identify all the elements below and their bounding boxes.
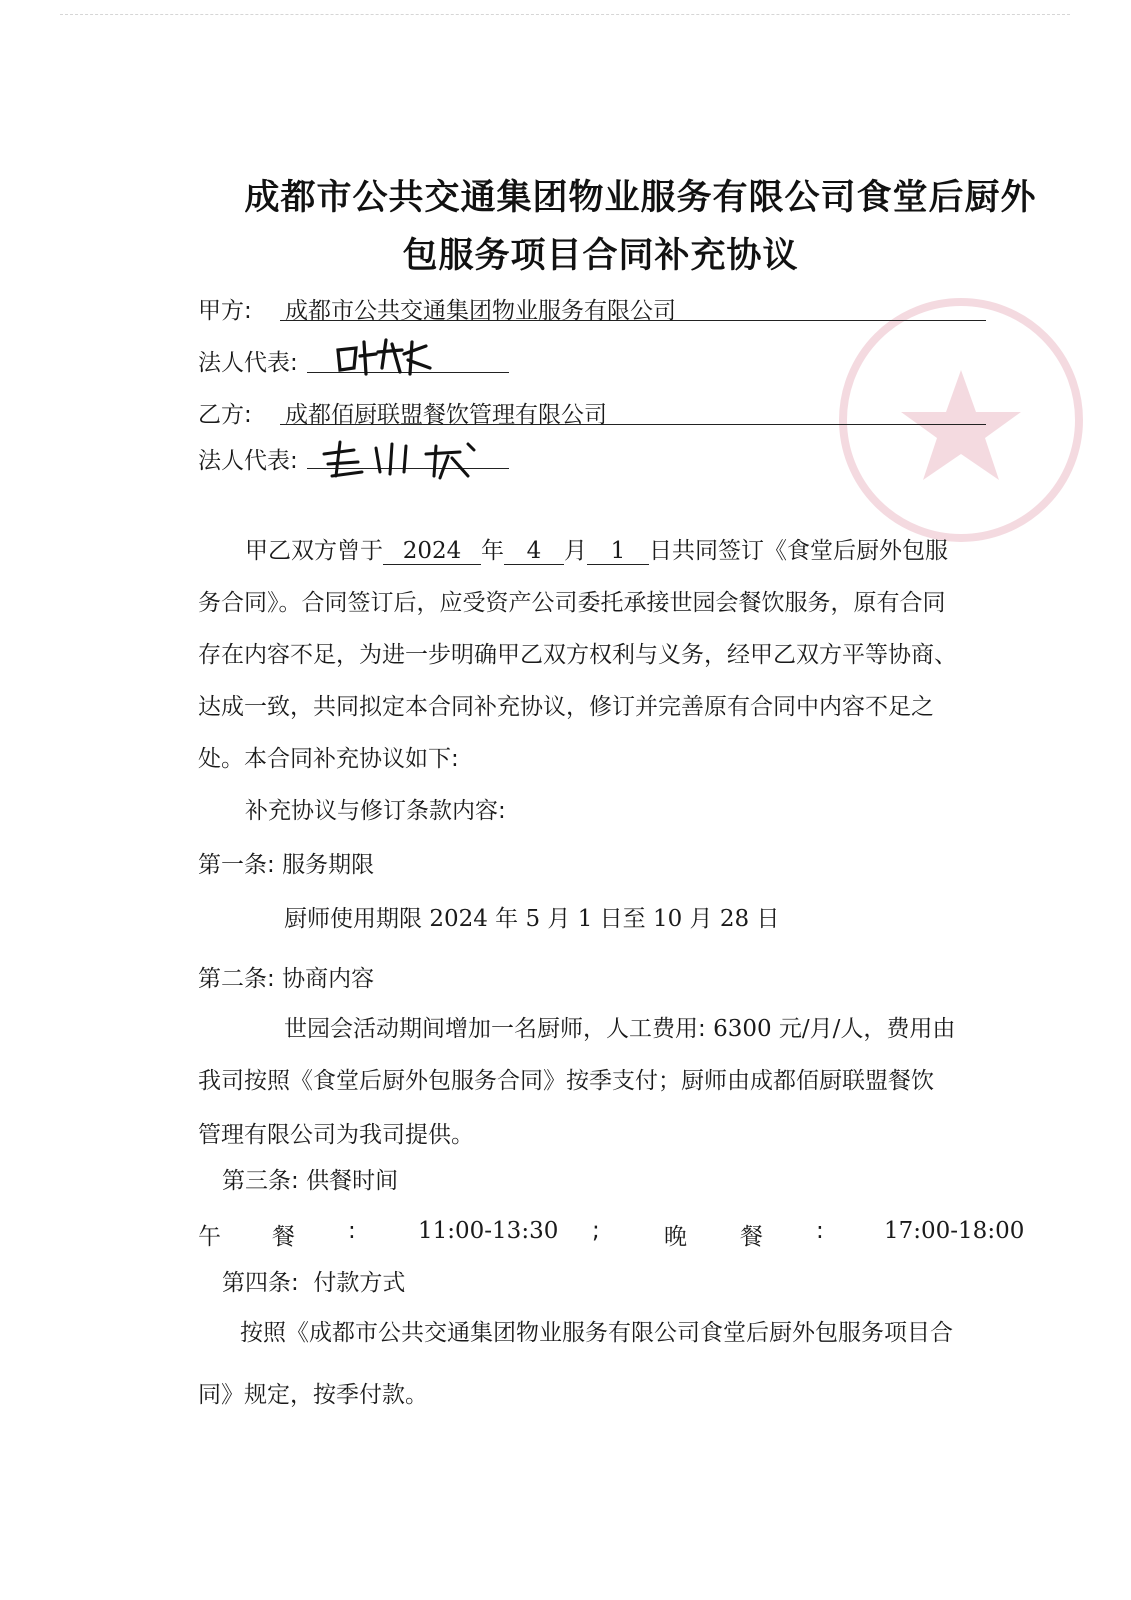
article-2-line-2: 我司按照《食堂后厨外包服务合同》按季支付；厨师由成都佰厨联盟餐饮 [198,1068,934,1094]
intro-line-4: 达成一致，共同拟定本合同补充协议，修订并完善原有合同中内容不足之 [198,694,934,720]
signing-year: 2024 [383,538,481,565]
lunch-label-a: 午 [198,1224,221,1250]
lunch-label-b: 餐 [272,1224,295,1250]
dinner-label-b: 餐 [740,1224,763,1250]
section-intro: 补充协议与修订条款内容: [245,798,506,824]
article-2-line-1: 世园会活动期间增加一名厨师，人工费用: 6300 元/月/人，费用由 [284,1016,956,1042]
party-b-underline [280,424,986,425]
signing-month: 4 [504,538,564,565]
intro-line-1: 甲乙双方曾于 2024 年 4 月 1 日共同签订《食堂后厨外包服 [245,538,948,564]
signing-day: 1 [587,538,649,565]
article-1-body: 厨师使用期限 2024 年 5 月 1 日至 10 月 28 日 [284,906,780,932]
party-b-name: 成都佰厨联盟餐饮管理有限公司 [285,402,607,428]
party-a-underline [280,320,986,321]
article-3-heading: 第三条: 供餐时间 [222,1168,399,1194]
article-4-line-1: 按照《成都市公共交通集团物业服务有限公司食堂后厨外包服务项目合 [240,1320,953,1346]
document-title-line2: 包服务项目合同补充协议 [402,236,799,276]
party-b-rep-label: 法人代表: [198,448,298,474]
intro-line-2: 务合同》。合同签订后，应受资产公司委托承接世园会餐饮服务，原有合同 [198,590,946,616]
meal-semicolon: ; [592,1218,600,1244]
article-2-heading: 第二条: 协商内容 [198,966,375,992]
intro-line-3: 存在内容不足，为进一步明确甲乙双方权利与义务，经甲乙双方平等协商、 [198,642,957,668]
lunch-time: 11:00-13:30 [418,1218,559,1244]
party-a-rep-label: 法人代表: [198,350,298,376]
party-a-label: 甲方: [198,298,252,324]
article-1-heading: 第一条: 服务期限 [198,852,375,878]
article-2-line-3: 管理有限公司为我司提供。 [198,1122,474,1148]
article-4-heading: 第四条: 付款方式 [222,1270,406,1296]
document-title-line1: 成都市公共交通集团物业服务有限公司食堂后厨外 [244,178,1037,218]
party-a-name: 成都市公共交通集团物业服务有限公司 [285,298,676,324]
dinner-label-a: 晚 [664,1224,687,1250]
dinner-time: 17:00-18:00 [884,1218,1025,1244]
lunch-colon: : [348,1218,356,1244]
scan-edge-rule [60,14,1070,15]
article-4-line-2: 同》规定，按季付款。 [198,1382,428,1408]
intro-line-5: 处。本合同补充协议如下: [198,746,459,772]
party-b-signature [318,436,518,481]
party-b-label: 乙方: [198,402,252,428]
dinner-colon: : [816,1218,824,1244]
party-a-signature [330,334,440,379]
company-seal-stamp [831,290,1091,550]
